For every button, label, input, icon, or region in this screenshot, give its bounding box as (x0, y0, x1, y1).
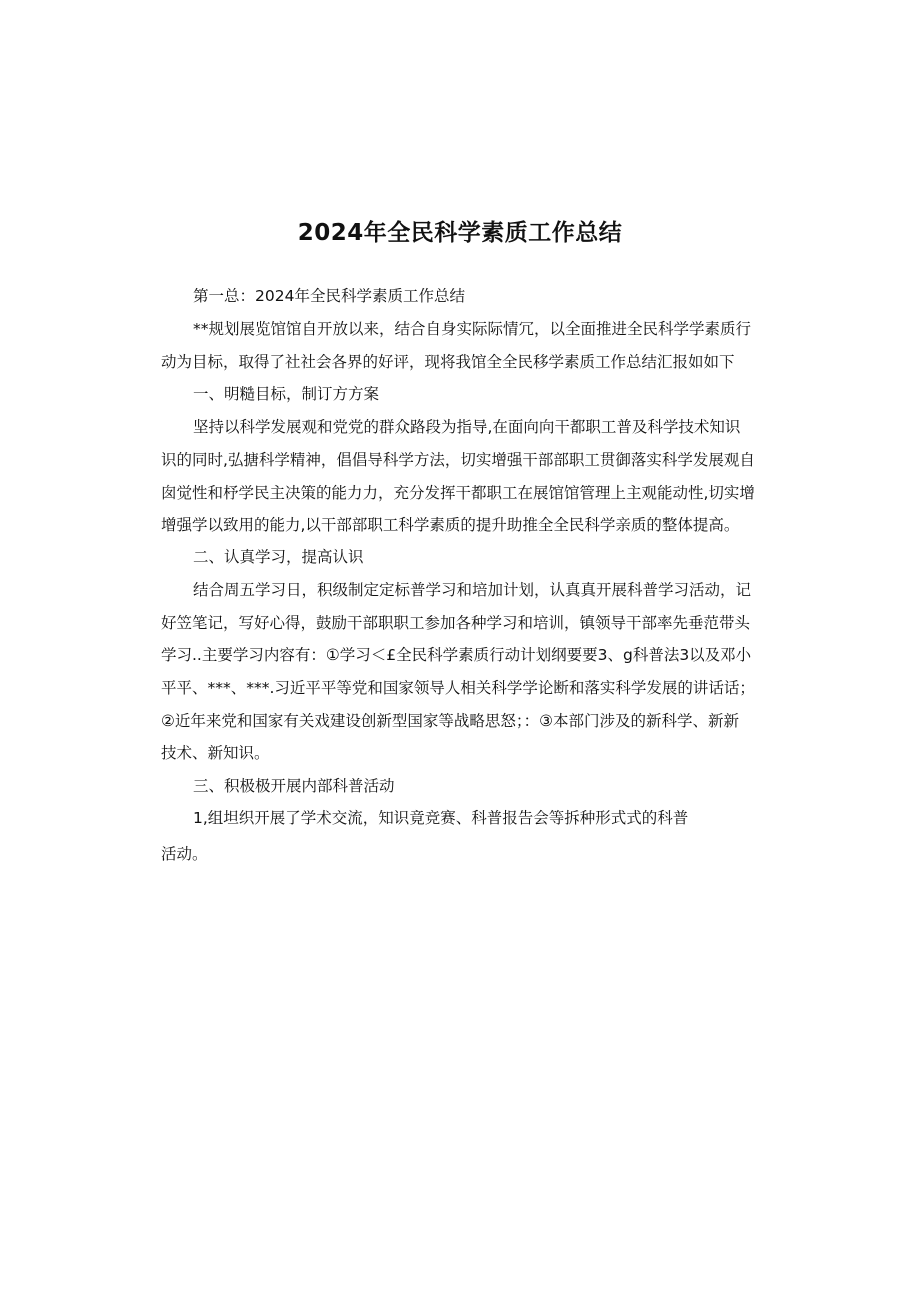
paragraph-line: 技术、新知识。 (161, 744, 270, 762)
paragraph-line: 坚持以科学发展观和党党的群众路段为指导,在面向向干都职工普及科学技术知识 (193, 418, 741, 436)
paragraph-line: 识的同时,弘搪科学精神，倡倡导科学方法，切实增强干部部职工贯御落实科学发展观自 (161, 451, 755, 469)
paragraph-line: 增强学以致用的能力,以干部部职工科学素质的提升助推全全民科学亲质的整体提高。 (161, 516, 740, 534)
paragraph-line: 好笠笔记，写好心得，鼓励干部职职工参加各种学习和培训，镇领导干部率先垂范带头 (161, 614, 751, 632)
paragraph-line: 平平、***、***.习近平平等党和国家领导人相关科学学论断和落实科学发展的讲话话； (161, 679, 755, 697)
section-heading-3: 三、积极极开展内部科普活动 (193, 777, 395, 795)
section-heading-1: 一、明糙目标，制订方方案 (193, 385, 380, 403)
paragraph-line: 囱觉性和杼学民主决策的能力力，充分发挥干都职工在展馆馆管理上主观能动性,切实增 (161, 484, 755, 502)
section-heading-2: 二、认真学习，提高认识 (193, 548, 364, 566)
paragraph-line: 学习..主要学习内容有：①学习＜£全民科学素质行动计划纲要要3、g科普法3以及邓小 (161, 646, 752, 664)
paragraph-line: ②近年来党和国家有关戏建设创新型国家等战略思怒；：③本部门涉及的新科学、新新 (161, 712, 740, 730)
paragraph-line: 动为目标，取得了社社会各界的好评，现将我馆全全民移学素质工作总结汇报如如下 (161, 353, 735, 371)
document-title: 2024年全民科学素质工作总结 (297, 220, 623, 246)
paragraph-line: 结合周五学习日，积级制定定标普学习和培加计划，认真真开展科普学习活动，记 (193, 581, 752, 599)
paragraph-line: 活动。 (161, 845, 208, 863)
paragraph-line: 1,组坦织开展了学术交流，知识竟竞赛、科普报告会等拆种形式式的科普 (193, 809, 689, 827)
paragraph-line: **规划展览馆馆自开放以来，结合自身实际际情冗，以全面推进全民科学学素质行 (193, 320, 752, 338)
subtitle-line: 第一总：2024年全民科学素质工作总结 (193, 287, 465, 305)
